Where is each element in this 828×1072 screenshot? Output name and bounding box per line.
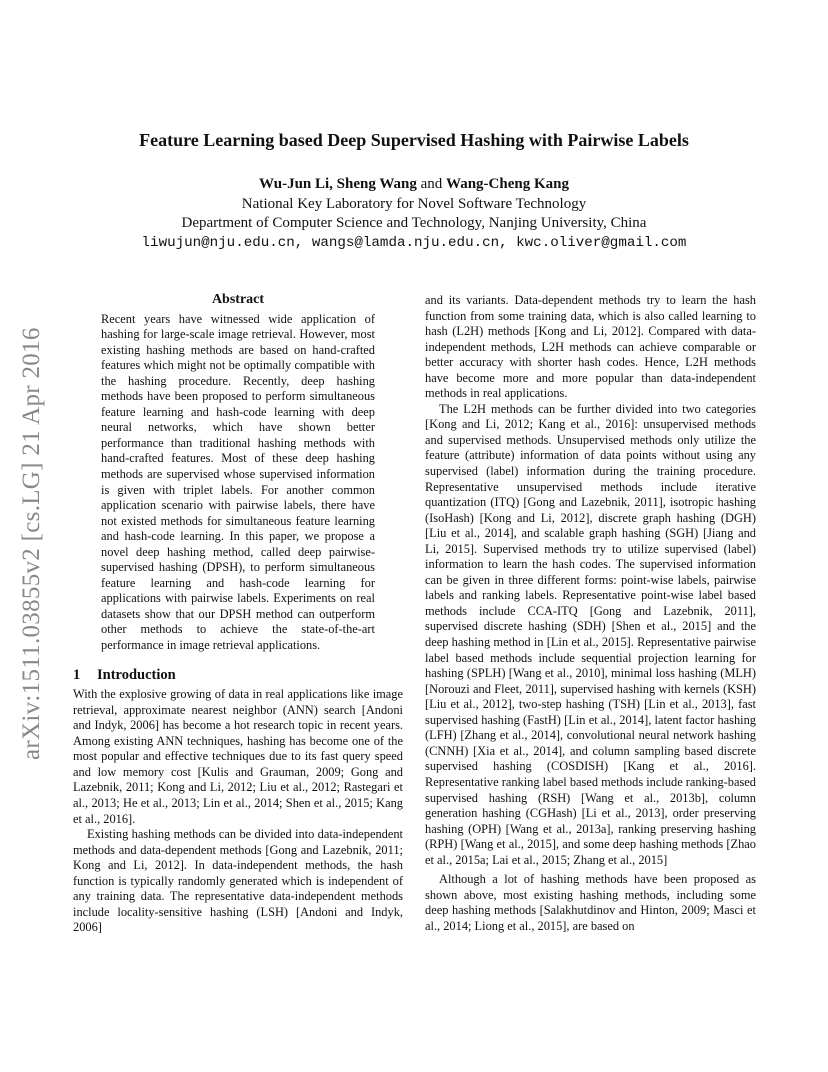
affiliation-department: Department of Computer Science and Technology, Nanjing University, China <box>181 215 647 231</box>
author-names-2: Wang-Cheng Kang <box>446 176 569 192</box>
intro-paragraph-2: Existing hashing methods can be divided into data-independent methods and data-dependent methods [Gong and Lazebnik, 2011; Kong and Li, 2012]. In data-independent methods, the hash function is typically randomly generated which is independent of any training data. The representative data-independent methods include locality-sensitive hashing (LSH) [Andoni and Indyk, 2006] <box>73 827 403 935</box>
abstract-heading: Abstract <box>211 292 265 307</box>
arxiv-stamp <box>6 0 66 1072</box>
section-heading-introduction <box>73 668 403 684</box>
left-column <box>73 292 403 936</box>
section-number: 1 <box>73 666 81 683</box>
right-paragraph-3: Although a lot of hashing methods have been proposed as shown above, most existing hashing methods, including some deep hashing methods [Salakhutdinov and Hinton, 2009; Masci et al., 2014; Liong et al., 2015], are based on <box>425 872 756 933</box>
arxiv-identifier: arXiv:1511.03855v2 [cs.LG] 21 Apr 2016 <box>18 327 45 760</box>
right-paragraph-2: The L2H methods can be further divided into two categories [Kong and Li, 2012; Kang et al., 2016]: unsupervised methods and supervised methods. Unsupervised methods only utilize the feature (attribute) information of data points without using any supervised (label) information during the training procedure. Representative unsupervised methods include iterative quantization (ITQ) [Gong and Lazebnik, 2011], isotropic hashing (IsoHash) [Kong and Li, 2012], discrete graph hashing (DGH) [Liu et al., 2014], and scalable graph hashing (SGH) [Jiang and Li, 2015]. Supervised methods try to utilize supervised (label) information to learn the hash codes. The supervised information can be given in three different forms: point-wise labels, pairwise labels and ranking labels. Representative point-wise label based methods include CCA-ITQ [Gong and Lazebnik, 2011], supervised discrete hashing (SDH) [Shen et al., 2015] and the deep hashing method in [Lin et al., 2015]. Representative pairwise label based methods include sequential projection learning for hashing (SPLH) [Wang et al., 2010], minimal loss hashing (MLH) [Norouzi and Fleet, 2011], supervised hashing with kernels (KSH) [Liu et al., 2012], two-step hashing (TSH) [Lin et al., 2013], fast supervised hashing (FastH) [Lin et al., 2014], latent factor hashing (LFH) [Zhang et al., 2014], convolutional neural network hashing (CNNH) [Xia et al., 2014], and column sampling based discrete supervised hashing (COSDISH) [Kang et al., 2016]. Representative ranking label based methods include ranking-based supervised hashing (RSH) [Wang et al., 2013b], column generation hashing (CGHash) [Li et al., 2013], order preserving hashing (OPH) [Wang et al., 2013a], ranking preserving hashing (RPH) [Wang et al., 2015], and some deep hashing methods [Zhao et al., 2015a; Lai et al., 2015; Zhang et al., 2015] <box>425 401 756 867</box>
author-line <box>0 176 828 193</box>
affiliation-lab: National Key Laboratory for Novel Software Technology <box>241 196 587 212</box>
right-column <box>425 293 756 934</box>
paper-title: Feature Learning based Deep Supervised Hashing with Pairwise Labels <box>139 130 689 150</box>
intro-paragraph-1: With the explosive growing of data in real applications like image retrieval, approximate nearest neighbor (ANN) search [Andoni and Indyk, 2006] has become a hot research topic in recent years. Among existing ANN techniques, hashing has become one of the most popular and effective techniques due to its fast query speed and low memory cost [Kulis and Grauman, 2009; Gong and Lazebnik, 2011; Kong and Li, 2012; Liu et al., 2012; Rastegari et al., 2013; He et al., 2013; Lin et al., 2014; Shen et al., 2015; Kang et al., 2016]. <box>73 687 403 826</box>
right-paragraph-1: and its variants. Data-dependent methods try to learn the hash function from some training data, which is also called learning to hash (L2H) methods [Kong and Li, 2012]. Compared with data-independent methods, L2H methods can achieve comparable or better accuracy with shorter hash codes. Hence, L2H methods have become more and more popular than data-independent methods in real applications. <box>425 293 756 401</box>
section-title: Introduction <box>97 666 176 683</box>
author-names-1: Wu-Jun Li, Sheng Wang <box>259 176 417 192</box>
author-and: and <box>420 176 443 192</box>
author-emails: liwujun@nju.edu.cn, wangs@lamda.nju.edu.cn, kwc.oliver@gmail.com <box>141 235 687 251</box>
abstract-text: Recent years have witnessed wide application of hashing for large-scale image retrieval. However, most existing hashing methods are based on hand-crafted features which might not be optimally compatible with the hashing procedure. Recently, deep hashing methods have been proposed to perform simultaneous feature learning and hash-code learning with deep neural networks, which have shown better performance than traditional hashing methods with hand-crafted features. Most of these deep hashing methods are supervised whose supervised information is given with triplet labels. For another common application scenario with pairwise labels, there have not existed methods for simultaneous feature learning and hash-code learning. In this paper, we propose a novel deep hashing method, called deep pairwise-supervised hashing (DPSH), to perform simultaneous feature learning and hash-code learning for applications with pairwise labels. Experiments on real datasets show that our DPSH method can outperform other methods to achieve the state-of-the-art performance in image retrieval applications. <box>101 311 375 653</box>
